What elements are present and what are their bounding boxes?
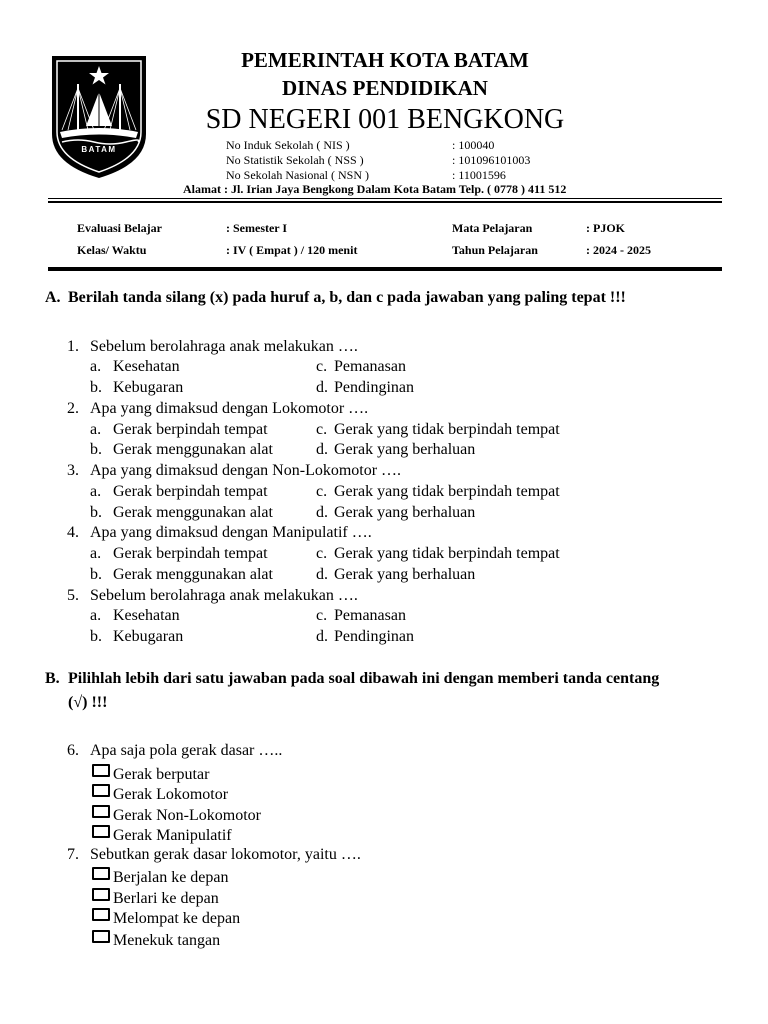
option-c-letter[interactable]: c.: [316, 358, 328, 375]
question-number: 4.: [67, 524, 79, 541]
option-a-text: Gerak berpindah tempat: [113, 421, 268, 438]
checkbox-option[interactable]: Menekuk tangan: [92, 930, 220, 950]
option-d-letter[interactable]: d.: [316, 628, 328, 645]
class-label: Kelas/ Waktu: [77, 243, 147, 257]
school-name: SD NEGERI 001 BENGKONG: [205, 104, 565, 135]
checkbox-icon[interactable]: [92, 908, 110, 921]
question-number: 6.: [67, 742, 79, 759]
question-number: 5.: [67, 587, 79, 604]
nis-label: No Induk Sekolah ( NIS ): [226, 138, 350, 152]
option-b-letter[interactable]: b.: [90, 628, 102, 645]
batam-city-emblem: [48, 52, 150, 180]
section-b-marker: B.: [45, 670, 60, 687]
option-a-text: Gerak berpindah tempat: [113, 483, 268, 500]
option-a-text: Kesehatan: [113, 358, 180, 375]
option-d-letter[interactable]: d.: [316, 566, 328, 583]
checkbox-icon[interactable]: [92, 930, 110, 943]
checkbox-option[interactable]: Melompat ke depan: [92, 908, 240, 928]
header-rule-thick: [48, 201, 722, 203]
option-d-text: Pendinginan: [334, 379, 414, 396]
option-c-letter[interactable]: c.: [316, 607, 328, 624]
checkbox-option[interactable]: Gerak Manipulatif: [92, 825, 232, 845]
option-d-text: Gerak yang berhaluan: [334, 504, 476, 521]
option-d-letter[interactable]: d.: [316, 379, 328, 396]
subject-label: Mata Pelajaran: [452, 221, 533, 235]
question-text: Apa yang dimaksud dengan Non-Lokomotor ….: [90, 462, 402, 479]
option-b-text: Gerak menggunakan alat: [113, 441, 273, 458]
question-text: Sebelum berolahraga anak melakukan ….: [90, 587, 358, 604]
option-c-text: Gerak yang tidak berpindah tempat: [334, 421, 560, 438]
option-b-letter[interactable]: b.: [90, 379, 102, 396]
option-d-text: Pendinginan: [334, 628, 414, 645]
checkbox-icon[interactable]: [92, 888, 110, 901]
checkbox-icon[interactable]: [92, 784, 110, 797]
option-c-text: Pemanasan: [334, 607, 406, 624]
option-b-letter[interactable]: b.: [90, 566, 102, 583]
option-d-text: Gerak yang berhaluan: [334, 441, 476, 458]
option-c-letter[interactable]: c.: [316, 421, 328, 438]
question-text: Sebelum berolahraga anak melakukan ….: [90, 338, 358, 355]
option-a-letter[interactable]: a.: [90, 421, 102, 438]
government-heading: PEMERINTAH KOTA BATAM: [241, 48, 529, 72]
option-c-text: Gerak yang tidak berpindah tempat: [334, 545, 560, 562]
option-a-text: Kesehatan: [113, 607, 180, 624]
department-heading: DINAS PENDIDIKAN: [282, 76, 488, 100]
nss-value: : 101096101003: [452, 153, 531, 167]
option-a-text: Gerak berpindah tempat: [113, 545, 268, 562]
option-b-text: Kebugaran: [113, 628, 184, 645]
question-number: 3.: [67, 462, 79, 479]
option-a-letter[interactable]: a.: [90, 358, 102, 375]
checkbox-icon[interactable]: [92, 867, 110, 880]
meta-rule: [48, 267, 722, 271]
option-d-letter[interactable]: d.: [316, 441, 328, 458]
question-text: Sebutkan gerak dasar lokomotor, yaitu ….: [90, 846, 361, 863]
section-a-title: Berilah tanda silang (x) pada huruf a, b, dan c pada jawaban yang paling tepat !!!: [68, 289, 626, 306]
eval-value: : Semester I: [226, 221, 288, 235]
logo-text: BATAM: [81, 145, 117, 154]
class-value: : IV ( Empat ) / 120 menit: [226, 243, 358, 257]
nis-value: : 100040: [452, 138, 495, 152]
option-b-text: Gerak menggunakan alat: [113, 504, 273, 521]
subject-value: : PJOK: [586, 221, 625, 235]
year-label: Tahun Pelajaran: [452, 243, 538, 257]
checkbox-icon[interactable]: [92, 764, 110, 777]
question-text: Apa saja pola gerak dasar …..: [90, 742, 283, 759]
header-rule-thin: [48, 198, 722, 199]
checkbox-option[interactable]: Gerak berputar: [92, 764, 209, 784]
question-number: 1.: [67, 338, 79, 355]
option-c-text: Gerak yang tidak berpindah tempat: [334, 483, 560, 500]
option-d-text: Gerak yang berhaluan: [334, 566, 476, 583]
checkbox-option[interactable]: Berjalan ke depan: [92, 867, 229, 887]
section-b-title: Pilihlah lebih dari satu jawaban pada soal dibawah ini dengan memberi tanda centang: [68, 670, 660, 687]
school-address: Alamat : Jl. Irian Jaya Bengkong Dalam Kota Batam Telp. ( 0778 ) 411 512: [183, 182, 567, 196]
option-b-letter[interactable]: b.: [90, 441, 102, 458]
section-a-marker: A.: [45, 289, 61, 306]
option-c-text: Pemanasan: [334, 358, 406, 375]
option-a-letter[interactable]: a.: [90, 545, 102, 562]
section-b-title-cont: (√) !!!: [68, 694, 108, 711]
question-number: 2.: [67, 400, 79, 417]
option-a-letter[interactable]: a.: [90, 607, 102, 624]
year-value: : 2024 - 2025: [586, 243, 651, 257]
checkbox-option[interactable]: Gerak Non-Lokomotor: [92, 805, 261, 825]
option-b-text: Kebugaran: [113, 379, 184, 396]
question-number: 7.: [67, 846, 79, 863]
nsn-label: No Sekolah Nasional ( NSN ): [226, 168, 369, 182]
checkbox-option[interactable]: Gerak Lokomotor: [92, 784, 228, 804]
option-d-letter[interactable]: d.: [316, 504, 328, 521]
question-text: Apa yang dimaksud dengan Manipulatif ….: [90, 524, 372, 541]
checkbox-option[interactable]: Berlari ke depan: [92, 888, 219, 908]
nsn-value: : 11001596: [452, 168, 506, 182]
option-a-letter[interactable]: a.: [90, 483, 102, 500]
option-c-letter[interactable]: c.: [316, 483, 328, 500]
option-b-text: Gerak menggunakan alat: [113, 566, 273, 583]
option-c-letter[interactable]: c.: [316, 545, 328, 562]
nss-label: No Statistik Sekolah ( NSS ): [226, 153, 364, 167]
option-b-letter[interactable]: b.: [90, 504, 102, 521]
eval-label: Evaluasi Belajar: [77, 221, 163, 235]
checkbox-icon[interactable]: [92, 805, 110, 818]
question-text: Apa yang dimaksud dengan Lokomotor ….: [90, 400, 369, 417]
checkbox-icon[interactable]: [92, 825, 110, 838]
